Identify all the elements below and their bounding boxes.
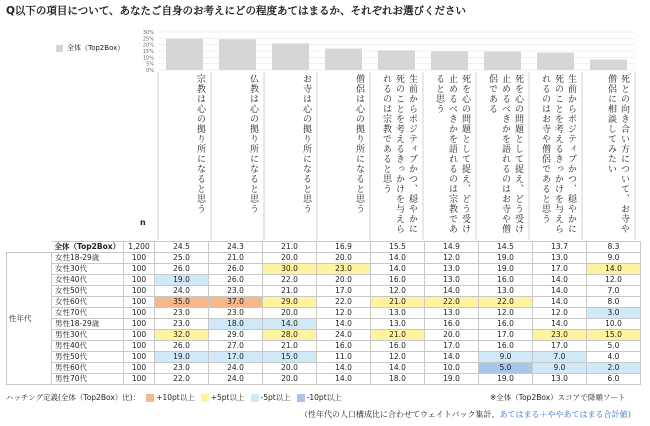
bar [166,39,203,70]
value-cell: 29.0 [263,297,317,308]
bar [325,49,362,70]
bar [219,39,256,70]
value-cell: 27.0 [209,341,263,352]
value-cell: 24.0 [209,363,263,374]
value-cell: 24.0 [209,374,263,385]
value-cell: 12.0 [317,308,371,319]
question-label: 死を心の問題として捉え、どう受け止めるべきかを語れるのは宗教であると思う [434,74,470,234]
value-cell: 25.0 [155,253,209,264]
value-cell: 17.0 [479,330,533,341]
value-cell: 16.0 [425,319,479,330]
value-cell: 17.0 [533,264,587,275]
y-tick-label: 5% [146,61,154,68]
value-cell: 3.0 [587,308,641,319]
value-cell: 16.0 [371,341,425,352]
value-cell: 7.0 [533,352,587,363]
value-cell: 26.0 [209,275,263,286]
row-label: 女性70代 [52,308,124,319]
value-cell: 19.0 [425,374,479,385]
value-cell: 16.0 [479,319,533,330]
value-cell: 19.0 [479,374,533,385]
value-cell: 14.0 [371,363,425,374]
value-cell: 23.0 [209,308,263,319]
n-cell: 100 [124,374,155,385]
value-cell: 22.0 [155,374,209,385]
bar [272,43,309,70]
n-cell: 100 [124,363,155,374]
value-cell: 14.9 [425,242,479,253]
value-cell: 12.0 [371,286,425,297]
hatching-prefix: ハッチング定義(全体（Top2Box）比)： [6,393,141,402]
value-cell: 20.0 [263,374,317,385]
value-cell: 9.0 [479,352,533,363]
value-cell: 16.9 [317,242,371,253]
value-cell: 16.0 [371,275,425,286]
value-cell: 13.0 [371,308,425,319]
group-label: 性年代 [7,253,52,385]
y-tick-label: 30% [142,30,154,36]
hatching-label: +10pt以上 [156,393,195,402]
y-tick-label: 20% [142,42,154,49]
value-cell: 14.0 [371,253,425,264]
value-cell: 23.0 [155,308,209,319]
value-cell: 22.0 [425,297,479,308]
row-label: 男性40代 [52,341,124,352]
row-label: 全体（Top2Box） [52,242,124,253]
value-cell: 15.5 [371,242,425,253]
value-cell: 29.0 [209,330,263,341]
value-cell: 24.5 [155,242,209,253]
question-label: 生前からポジティブかつ、穏やかに死のことを考えるきっかけを与えられるのは宗教であると思う [381,74,417,234]
bar [431,51,468,70]
value-cell: 22.0 [479,297,533,308]
value-cell: 21.0 [371,330,425,341]
value-cell: 21.0 [263,286,317,297]
value-cell: 13.0 [425,275,479,286]
value-cell: 14.0 [533,275,587,286]
row-label: 女性30代 [52,264,124,275]
y-tick-label: 15% [142,49,154,55]
question-label: 僧侶は心の拠り所になると思う [354,74,364,214]
hatching-items [140,392,341,403]
value-cell: 24.0 [317,330,371,341]
hatching-label: -10pt以上 [306,393,342,402]
value-cell: 23.0 [155,363,209,374]
row-label: 男性60代 [52,363,124,374]
value-cell: 18.0 [209,319,263,330]
value-cell: 23.0 [209,286,263,297]
chart-legend [56,43,124,53]
sort-note: ※全体（Top2Box）スコアで降順ソート [490,393,626,402]
value-cell: 19.0 [479,253,533,264]
value-cell: 14.0 [371,264,425,275]
value-cell: 35.0 [155,297,209,308]
value-cell: 12.0 [533,308,587,319]
value-cell: 12.0 [371,352,425,363]
value-cell: 14.0 [587,264,641,275]
value-cell: 19.0 [155,275,209,286]
legend-label: 全体（Top2Box） [67,44,125,52]
value-cell: 20.0 [263,363,317,374]
table-row [7,264,641,275]
bar [378,50,415,70]
row-label: 男性70代 [52,374,124,385]
question-label: 宗教は心の拠り所になると思う [195,74,205,214]
value-cell: 37.0 [209,297,263,308]
table-row-total [7,242,641,253]
table-row [7,352,641,363]
value-cell: 22.0 [263,275,317,286]
value-cell: 26.0 [155,264,209,275]
value-cell: 13.0 [533,253,587,264]
value-cell: 4.0 [587,352,641,363]
value-cell: 7.0 [587,286,641,297]
value-cell: 20.0 [263,308,317,319]
value-cell: 32.0 [155,330,209,341]
page-title: Q以下の項目について、あなたご自身のお考えにどの程度あてはまるか、それぞれお選びください [6,5,467,17]
bar [484,52,521,70]
bar [537,53,574,70]
table-row [7,319,641,330]
bar [590,59,627,70]
n-cell: 100 [124,330,155,341]
value-cell: 5.0 [479,363,533,374]
value-cell: 8.3 [587,242,641,253]
value-cell: 14.0 [533,297,587,308]
hatching-label: +5pt以上 [210,393,245,402]
table-row [7,330,641,341]
footnote-highlight: あてはまる＋ややあてはまる合計値 [499,410,628,419]
value-cell: 17.0 [317,286,371,297]
value-cell: 21.0 [263,242,317,253]
n-cell: 100 [124,308,155,319]
hatching-swatch [251,394,259,402]
value-cell: 23.0 [317,264,371,275]
n-header: n [140,218,146,227]
legend-swatch [56,45,63,52]
value-cell: 21.0 [371,297,425,308]
value-cell: 14.0 [425,352,479,363]
value-cell: 12.0 [479,308,533,319]
value-cell: 10.0 [425,363,479,374]
value-cell: 14.0 [317,374,371,385]
y-tick-label: 0% [146,68,154,74]
n-cell: 100 [124,264,155,275]
value-cell: 16.0 [479,275,533,286]
value-cell: 14.0 [533,286,587,297]
value-cell: 6.0 [587,374,641,385]
hatching-swatch [297,394,305,402]
n-cell: 100 [124,341,155,352]
value-cell: 20.0 [317,275,371,286]
question-label: 仏教は心の拠り所になると思う [248,74,258,214]
value-cell: 13.0 [371,319,425,330]
hatching-legend [6,392,342,403]
value-cell: 17.0 [533,341,587,352]
y-tick-label: 10% [142,55,154,62]
value-cell: 14.0 [263,319,317,330]
n-cell: 100 [124,352,155,363]
n-cell: 100 [124,275,155,286]
hatching-label: -5pt以上 [260,393,291,402]
footnote-suffix: ） [627,410,636,419]
n-cell: 100 [124,297,155,308]
table-row [7,253,641,264]
crosstab-table [6,241,641,385]
value-cell: 13.0 [425,308,479,319]
table-row [7,341,641,352]
question-label: お寺は心の拠り所になると思う [301,74,311,214]
value-cell: 19.0 [155,352,209,363]
value-cell: 18.0 [371,374,425,385]
table-row [7,374,641,385]
table-row [7,275,641,286]
value-cell: 16.0 [479,341,533,352]
value-cell: 13.7 [533,242,587,253]
group-label-cell [7,242,52,253]
value-cell: 17.0 [425,341,479,352]
value-cell: 5.0 [587,341,641,352]
row-label: 男性18-29歳 [52,319,124,330]
table-row [7,286,641,297]
value-cell: 15.0 [263,352,317,363]
question-label: 生前からポジティブかつ、穏やかに死のことを考えるきっかけを与えられるのはお寺や僧侶であると思う [540,74,576,234]
value-cell: 24.3 [209,242,263,253]
value-cell: 12.0 [425,253,479,264]
hatching-swatch [146,394,154,402]
row-label: 女性40代 [52,275,124,286]
footnote-prefix: （性年代の人口構成比に合わせてウェイトバック集計、 [300,410,500,419]
value-cell: 20.0 [317,253,371,264]
value-cell: 26.0 [155,341,209,352]
table-row [7,297,641,308]
value-cell: 13.0 [533,374,587,385]
value-cell: 14.0 [317,319,371,330]
value-cell: 20.0 [425,330,479,341]
value-cell: 14.5 [479,242,533,253]
value-cell: 9.0 [533,363,587,374]
value-cell: 13.0 [425,264,479,275]
question-label: 死を心の問題として捉え、どう受け止めるべきかを語れるのはお寺や僧侶である [487,74,523,234]
value-cell: 13.0 [479,286,533,297]
n-cell: 100 [124,319,155,330]
value-cell: 23.0 [533,330,587,341]
value-cell: 28.0 [263,330,317,341]
table-row [7,363,641,374]
value-cell: 19.0 [479,264,533,275]
y-tick-label: 25% [142,36,154,43]
n-cell: 100 [124,286,155,297]
row-label: 男性30代 [52,330,124,341]
value-cell: 9.0 [587,253,641,264]
value-cell: 24.0 [155,286,209,297]
value-cell: 11.0 [317,352,371,363]
value-cell: 10.0 [587,319,641,330]
value-cell: 21.0 [209,253,263,264]
value-cell: 15.0 [587,330,641,341]
value-cell: 22.0 [317,297,371,308]
value-cell: 16.0 [317,341,371,352]
row-label: 女性50代 [52,286,124,297]
footnote [300,409,636,420]
row-label: 男性50代 [52,352,124,363]
value-cell: 14.0 [425,286,479,297]
value-cell: 8.0 [587,297,641,308]
value-cell: 20.0 [263,253,317,264]
hatching-swatch [201,394,209,402]
value-cell: 23.0 [155,319,209,330]
row-label: 女性18-29歳 [52,253,124,264]
table-row [7,308,641,319]
value-cell: 21.0 [263,341,317,352]
value-cell: 17.0 [209,352,263,363]
row-label: 女性60代 [52,297,124,308]
value-cell: 12.0 [587,275,641,286]
n-cell: 1,200 [124,242,155,253]
question-label: 死との向き合い方について、お寺や僧侶に相談してみたい [606,74,629,234]
value-cell: 26.0 [209,264,263,275]
value-cell: 30.0 [263,264,317,275]
value-cell: 14.0 [317,363,371,374]
n-cell: 100 [124,253,155,264]
value-cell: 2.0 [587,363,641,374]
value-cell: 14.0 [533,319,587,330]
